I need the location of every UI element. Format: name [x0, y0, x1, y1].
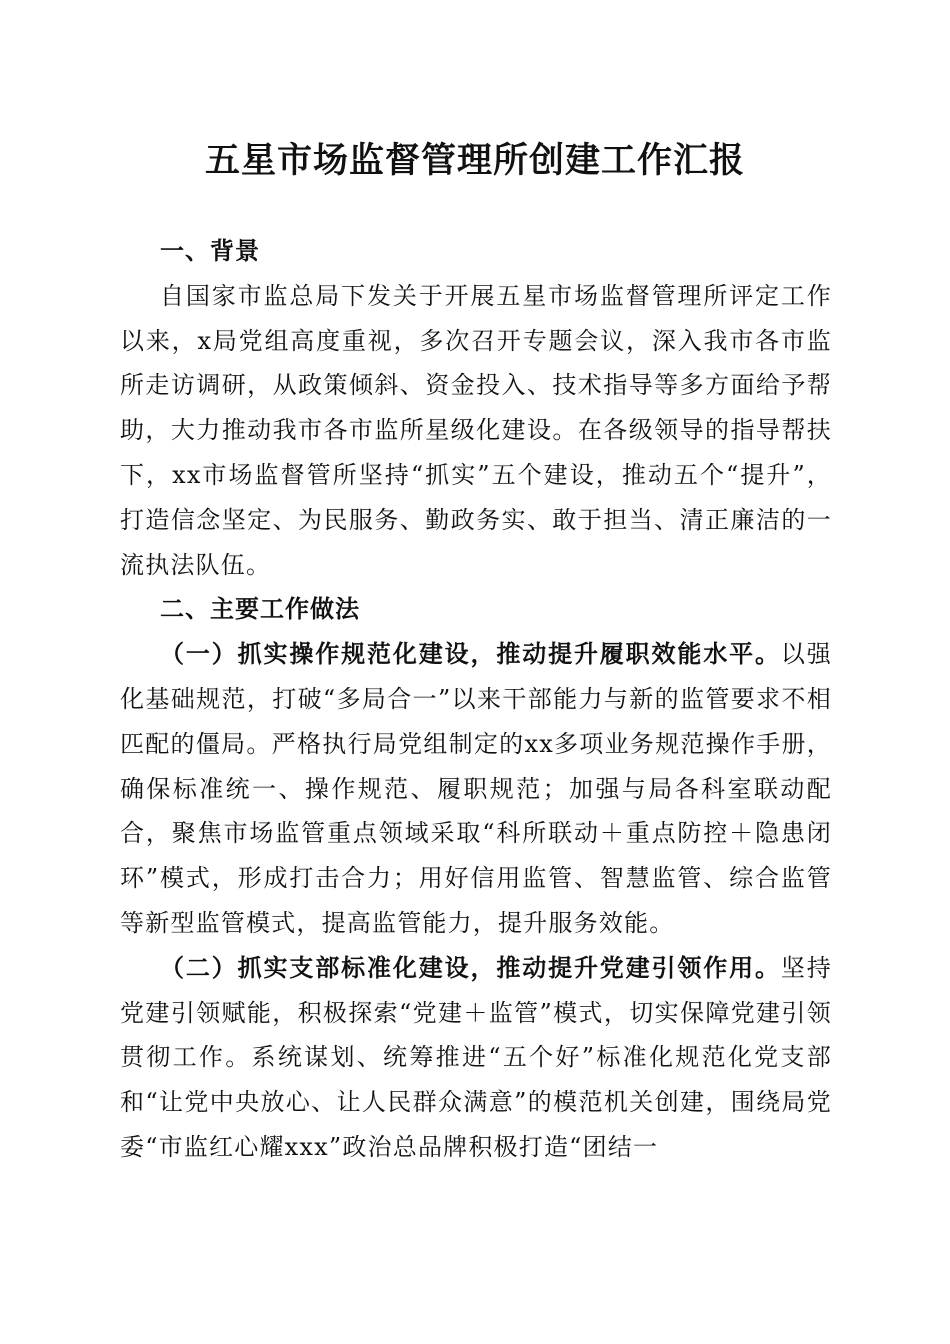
- paragraph-operation-standardization: [120, 632, 832, 946]
- paragraph-lead: （二）抓实支部标准化建设，推动提升党建引领作用。: [160, 952, 781, 982]
- paragraph-background: [120, 274, 832, 588]
- section-heading-background: 一、背景: [160, 237, 260, 265]
- paragraph-lead: （一）抓实操作规范化建设，推动提升履职效能水平。: [160, 639, 781, 669]
- section-heading-main-work: 二、主要工作做法: [160, 595, 360, 624]
- paragraph-text: 自国家市监总局下发关于开展五星市场监督管理所评定工作以来，x局党组高度重视，多次召开专题会议，深入我市各市监所走访调研，从政策倾斜、资金投入、技术指导等多方面给予帮助，大力推动我市各市监所星级化建设。在各级领导的指导帮扶下，xx市场监督管所坚持“抓实”五个建设，推动五个“提升”，打造信念坚定、为民服务、勤政务实、敢于担当、清正廉洁的一流执法队伍。: [120, 281, 832, 579]
- paragraph-text: 以强化基础规范，打破“多局合一”以来干部能力与新的监管要求不相匹配的僵局。严格执行局党组制定的xx多项业务规范操作手册，确保标准统一、操作规范、履职规范；加强与局各科室联动配合，聚焦市场监管重点领域采取“科所联动＋重点防控＋隐患闭环”模式，形成打击合力；用好信用监管、智慧监管、综合监管等新型监管模式，提高监管能力，提升服务效能。: [120, 640, 832, 937]
- document-title: 五星市场监督管理所创建工作汇报: [204, 140, 745, 181]
- paragraph-text: 坚持党建引领赋能，积极探索“党建＋监管”模式，切实保障党建引领贯彻工作。系统谋划、统筹推进“五个好”标准化规范化党支部和“让党中央放心、让人民群众满意”的模范机关创建，围绕局党委“市监红心耀xxx”政治总品牌积极打造“团结一: [120, 953, 832, 1161]
- paragraph-party-branch-standardization: [120, 946, 832, 1170]
- document-body: [120, 229, 832, 1170]
